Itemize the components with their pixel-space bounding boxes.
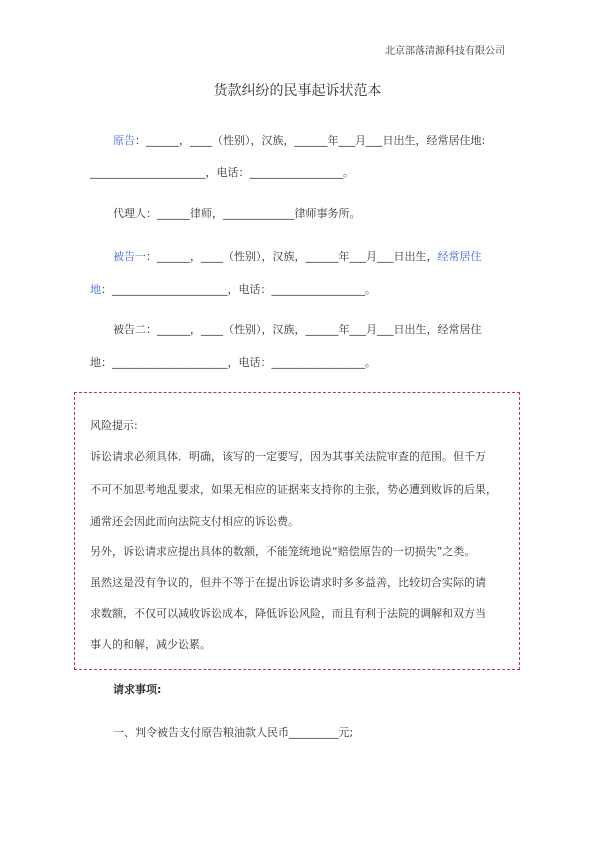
risk-notice-line: 诉讼请求必须具体．明确，该写的一定要写，因为其事关法院审查的范围。但千万	[90, 450, 486, 463]
risk-notice-box	[74, 392, 520, 670]
agent-text: 代理人：______律师，_____________律师事务所。	[113, 207, 361, 220]
defendant1-label: 被告一	[113, 250, 146, 263]
risk-notice-line: 另外，诉讼请求应提出具体的数额，不能笼统地说“赔偿原告的一切损失”之类。	[90, 545, 476, 558]
request-item-1: 一、判令被告支付原告粮油款人民币_________元;	[113, 726, 354, 739]
defendant1-line-2-text: ：_____________________，电话：_________________。	[101, 283, 376, 296]
risk-notice-title: 风险提示:	[90, 419, 138, 432]
defendant1-line-1	[90, 239, 505, 275]
plaintiff-line-1-text: ：______，____（性别），汉族，______年___月___日出生，经常居住地:	[135, 134, 486, 147]
risk-notice-line: 事人的和解，减少讼累。	[90, 638, 211, 651]
company-name: 北京部落清源科技有限公司	[385, 46, 505, 57]
plaintiff-line-2: _____________________，电话：_________________。	[90, 166, 354, 179]
agent-line	[90, 196, 505, 232]
defendant1-residence-label: 经常居住	[437, 250, 482, 263]
defendant1-residence-label-end: 地	[90, 283, 101, 296]
defendant1-line-1-text: ：______，____（性别），汉族，______年___月___日出生，	[146, 250, 438, 263]
requests-heading: 请求事项:	[113, 683, 162, 696]
risk-notice-line: 虽然这是没有争议的，但并不等于在提出诉讼请求时多多益善，比较切合实际的请	[90, 576, 486, 589]
document-title: 货款纠纷的民事起诉状范本	[213, 83, 382, 99]
defendant2-line-1-text: 被告二：______，____（性别），汉族，______年___月___日出生，经常居住	[113, 323, 482, 336]
defendant2-line-1	[90, 312, 505, 348]
defendant2-line-2: 地：_____________________，电话：_________________。	[90, 356, 376, 369]
risk-notice-line: 求数额，不仅可以减收诉讼成本，降低诉讼风险，而且有利于法院的调解和双方当	[90, 607, 486, 620]
plaintiff-line-1	[90, 123, 505, 159]
risk-notice-line: 通常还会因此而向法院支付相应的诉讼费。	[90, 515, 299, 528]
defendant1-line-2	[90, 272, 505, 308]
plaintiff-label: 原告	[113, 134, 135, 147]
risk-notice-line: 不可不加思考地乱要求，如果无相应的证据来支持你的主张，势必遭到败诉的后果，	[90, 483, 497, 496]
